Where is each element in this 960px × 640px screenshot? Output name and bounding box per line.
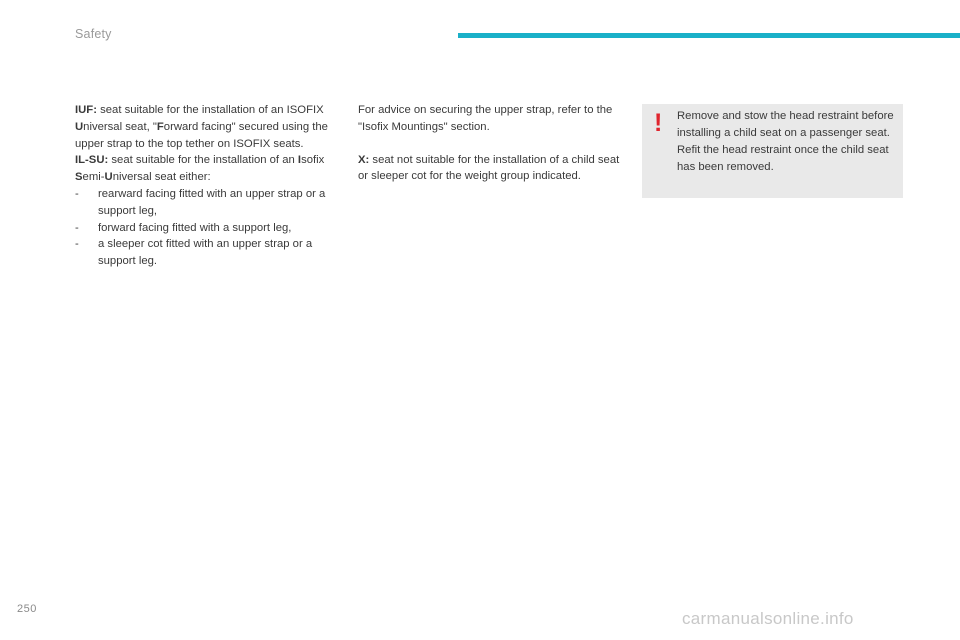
column-advice <box>358 102 623 185</box>
seat-options-list <box>75 186 340 270</box>
ilsu-i-letter: I <box>297 154 302 167</box>
x-text: seat not suitable for the installation of a child seat or sleeper cot for the weight group indicated. <box>358 153 620 183</box>
dash-bullet: - <box>75 221 79 234</box>
watermark: carmanualsonline.info <box>682 609 854 628</box>
section-title: Safety <box>75 27 112 41</box>
iuf-text: orward facing" secured using the upper strap to the top tether on ISOFIX seats. <box>75 120 328 150</box>
iuf-text: niversal seat, " <box>83 120 157 133</box>
dash-bullet: - <box>75 238 79 251</box>
page-number: 250 <box>17 603 37 615</box>
x-label: X: <box>358 153 370 166</box>
ilsu-text: seat suitable for the installation of an <box>108 154 298 167</box>
dash-bullet: - <box>75 187 79 200</box>
iuf-text: seat suitable for the installation of an ISOFIX <box>96 104 324 116</box>
list-item <box>75 236 340 270</box>
ilsu-label: IL-SU: <box>75 154 109 167</box>
ilsu-text: sofix <box>301 154 325 167</box>
list-item-text: forward facing fitted with a support leg, <box>98 221 292 234</box>
advice-paragraph: For advice on securing the upper strap, refer to the "Isofix Mountings" section. <box>358 104 613 133</box>
list-item-text: rearward facing fitted with an upper strap or a support leg, <box>98 187 326 217</box>
ilsu-text: emi- <box>82 171 105 184</box>
x-paragraph <box>358 152 623 186</box>
iuf-f-letter: F <box>156 120 164 133</box>
exclamation-icon: ! <box>654 109 663 137</box>
iuf-paragraph <box>75 102 340 152</box>
iuf-label: IUF: <box>75 104 97 116</box>
section-accent-bar <box>458 33 960 38</box>
list-item <box>75 220 340 237</box>
warning-box <box>642 104 903 198</box>
iuf-u-letter: U <box>75 120 84 133</box>
column-definitions <box>75 102 340 270</box>
paragraph-gap <box>358 136 623 152</box>
ilsu-text: niversal seat either: <box>112 171 211 184</box>
ilsu-paragraph <box>75 152 340 186</box>
ilsu-u-letter: U <box>104 171 113 184</box>
list-item <box>75 186 340 220</box>
warning-text: Remove and stow the head restraint before installing a child seat on a passenger seat. Refit the head restraint once the child seat has been removed. <box>677 110 894 173</box>
ilsu-s-letter: S <box>75 171 83 184</box>
list-item-text: a sleeper cot fitted with an upper strap or a support leg. <box>98 238 313 268</box>
